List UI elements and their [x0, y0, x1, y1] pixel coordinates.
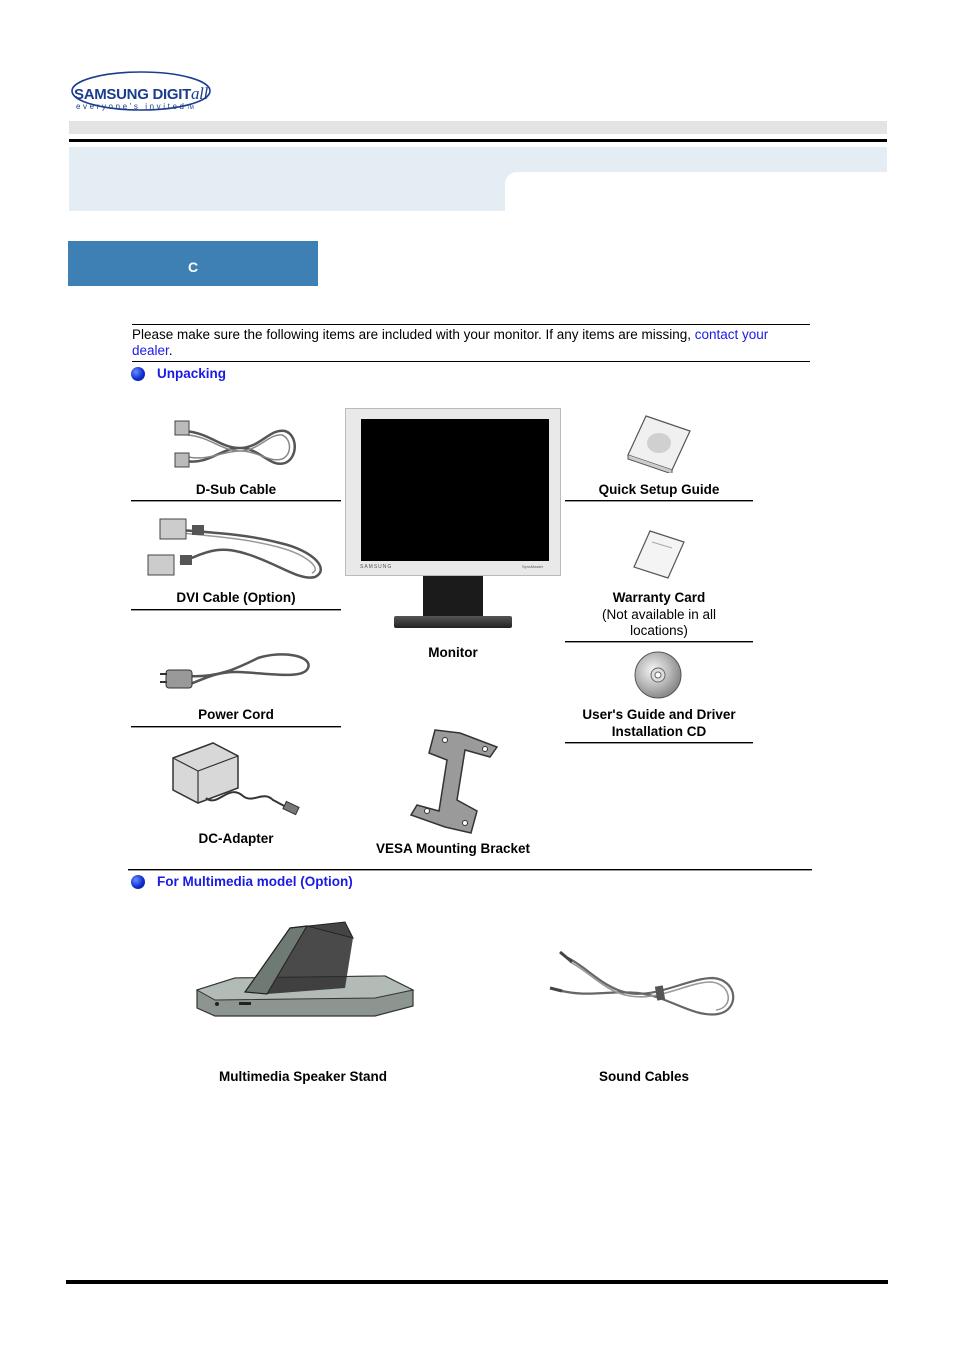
divider [565, 641, 753, 643]
section-divider [128, 869, 812, 871]
quick-setup-guide-icon [626, 413, 694, 473]
samsung-logo: SAMSUNG DIGITall [74, 84, 208, 103]
vesa-bracket-icon [405, 725, 501, 837]
dsub-cable-icon [170, 413, 300, 478]
monitor-image [345, 408, 561, 576]
cd-label-line1: User's Guide and Driver [582, 707, 736, 722]
intro-paragraph: Please make sure the following items are included with your monitor. If any items are missing, contact your dealer. [132, 324, 810, 362]
logo-tagline: everyone's invitedTM [76, 102, 194, 111]
bullet-icon [131, 875, 145, 889]
cd-icon [633, 650, 683, 700]
header-divider [69, 139, 887, 142]
quick-setup-guide-label: Quick Setup Guide [598, 482, 720, 497]
monitor-brand: SAMSUNG [360, 564, 393, 570]
speaker-stand-icon [195, 918, 415, 1018]
speaker-stand-label: Multimedia Speaker Stand [218, 1069, 388, 1084]
monitor-stand [423, 576, 483, 620]
divider [131, 500, 341, 502]
warranty-card-label: Warranty Card [612, 590, 706, 605]
footer-rule [66, 1280, 888, 1284]
monitor-screen [361, 419, 549, 561]
header-grey-bar [69, 121, 887, 134]
unpacking-heading: Unpacking [157, 366, 227, 381]
monitor-label: Monitor [428, 645, 478, 660]
section-tab[interactable]: C [68, 241, 318, 286]
dc-adapter-label: DC-Adapter [198, 831, 274, 846]
dvi-cable-label: DVI Cable (Option) [176, 590, 296, 605]
sound-cables-icon [548, 948, 740, 1024]
monitor-model: SyncMaster [522, 564, 544, 569]
dvi-cable-icon [140, 515, 330, 583]
vesa-bracket-label: VESA Mounting Bracket [375, 841, 531, 856]
sound-cables-label: Sound Cables [598, 1069, 689, 1084]
power-cord-label: Power Cord [198, 707, 274, 722]
cd-label-line2: Installation CD [611, 724, 707, 739]
warranty-card-note: (Not available in all locations) [601, 607, 717, 638]
divider [131, 726, 341, 728]
divider [565, 742, 753, 744]
monitor-base [394, 616, 512, 628]
header-tab-cutout [505, 172, 887, 212]
divider [131, 609, 341, 611]
multimedia-heading: For Multimedia model (Option) [157, 874, 353, 889]
warranty-card-icon [632, 528, 686, 582]
dc-adapter-icon [168, 738, 303, 820]
divider [565, 500, 753, 502]
contact-dealer-link[interactable]: contact your dealer [132, 327, 769, 358]
power-cord-icon [158, 648, 314, 696]
bullet-icon [131, 367, 145, 381]
dsub-cable-label: D-Sub Cable [195, 482, 277, 497]
